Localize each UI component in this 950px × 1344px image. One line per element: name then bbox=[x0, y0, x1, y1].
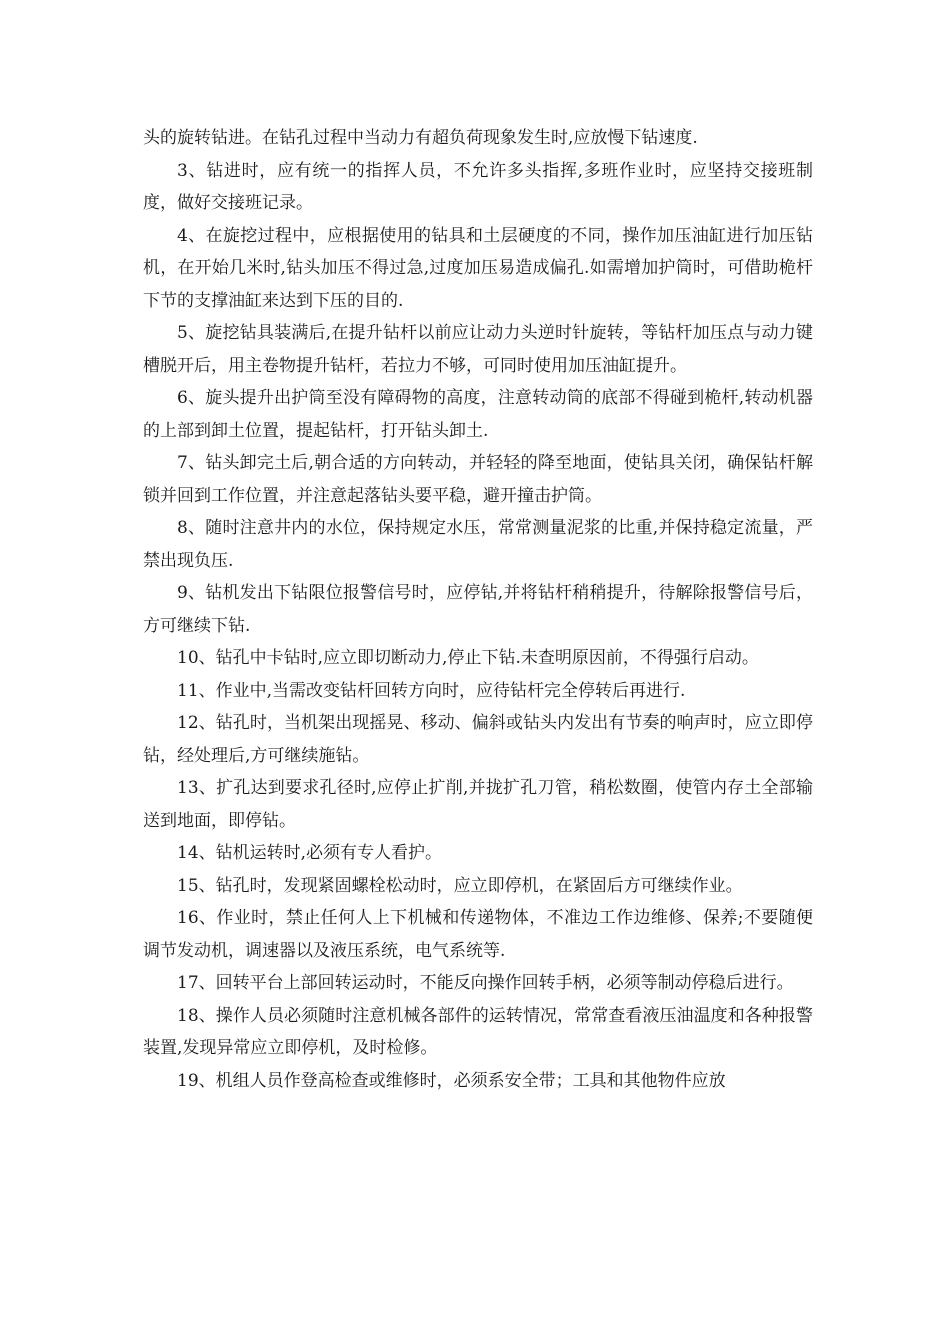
paragraph-item-13: 13、扩孔达到要求孔径时,应停止扩削,并拢扩孔刀管，稍松数圈，使管内存土全部输送到地面，即停钻。 bbox=[143, 778, 813, 831]
paragraph-item-3: 3、钻进时，应有统一的指挥人员，不允许多头指挥,多班作业时，应坚持交接班制度，做好交接班记录。 bbox=[143, 160, 813, 213]
paragraph-continuation: 头的旋转钻进。在钻孔过程中当动力有超负荷现象发生时,应放慢下钻速度. bbox=[143, 128, 698, 148]
paragraph-item-11: 11、作业中,当需改变钻杆回转方向时，应待钻杆完全停转后再进行. bbox=[177, 680, 686, 701]
paragraph-item-4: 4、在旋挖过程中，应根据使用的钻具和土层硬度的不同，操作加压油缸进行加压钻机，在开始几米时,钻头加压不得过急,过度加压易造成偏孔.如需增加护筒时，可借助桅杆下节的支撑油缸来达到下压的目的. bbox=[143, 225, 813, 311]
paragraph-item-19: 19、机组人员作登高检查或维修时，必须系安全带；工具和其他物件应放 bbox=[177, 1070, 726, 1091]
paragraph-item-18: 18、操作人员必须随时注意机械各部件的运转情况，常常查看液压油温度和各种报警装置,发现异常应立即停机，及时检修。 bbox=[143, 1005, 813, 1058]
paragraph-item-8: 8、随时注意井内的水位，保持规定水压，常常测量泥浆的比重,并保持稳定流量，严禁出现负压. bbox=[143, 518, 813, 571]
paragraph-item-5: 5、旋挖钻具装满后,在提升钻杆以前应让动力头逆时针旋转，等钻杆加压点与动力键槽脱开后，用主卷物提升钻杆，若拉力不够，可同时使用加压油缸提升。 bbox=[143, 323, 813, 376]
paragraph-item-6: 6、旋头提升出护筒至没有障碍物的高度，注意转动筒的底部不得碰到桅杆,转动机器的上部到卸土位置，提起钻杆，打开钻头卸土. bbox=[143, 388, 813, 441]
paragraph-item-17: 17、回转平台上部回转运动时，不能反向操作回转手柄，必须等制动停稳后进行。 bbox=[177, 973, 794, 993]
paragraph-item-10: 10、钻孔中卡钻时,应立即切断动力,停止下钻.未查明原因前，不得强行启动。 bbox=[177, 648, 759, 668]
paragraph-item-15: 15、钻孔时，发现紧固螺栓松动时，应立即停机，在紧固后方可继续作业。 bbox=[177, 875, 743, 896]
paragraph-item-9: 9、钻机发出下钻限位报警信号时，应停钻,并将钻杆稍稍提升，待解除报警信号后，方可继续下钻. bbox=[143, 583, 813, 636]
paragraph-item-7: 7、钻头卸完土后,朝合适的方向转动，并轻轻的降至地面，使钻具关闭，确保钻杆解锁并回到工作位置，并注意起落钻头要平稳，避开撞击护筒。 bbox=[143, 453, 813, 506]
document-body bbox=[143, 122, 813, 1097]
paragraph-item-12: 12、钻孔时，当机架出现摇晃、移动、偏斜或钻头内发出有节奏的响声时，应立即停钻，经处理后,方可继续施钻。 bbox=[143, 713, 813, 766]
paragraph-item-16: 16、作业时，禁止任何人上下机械和传递物体，不准边工作边维修、保养;不要随便调节发动机，调速器以及液压系统，电气系统等. bbox=[143, 908, 813, 961]
paragraph-item-14: 14、钻机运转时,必须有专人看护。 bbox=[177, 843, 443, 863]
